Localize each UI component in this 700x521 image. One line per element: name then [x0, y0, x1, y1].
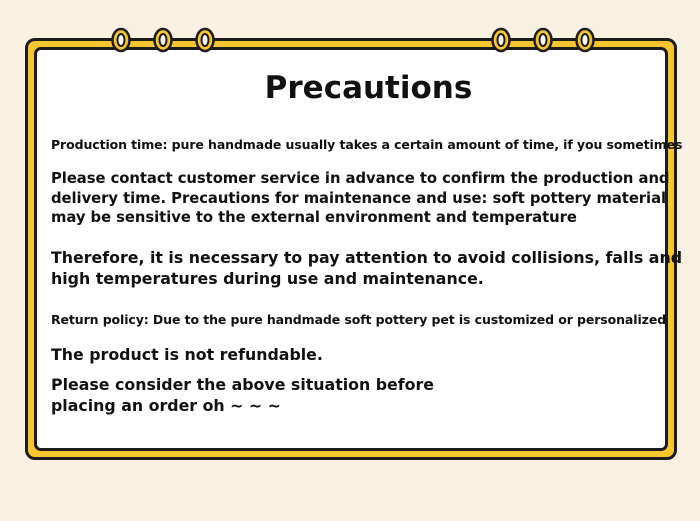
consider-text-line-1: Please consider the above situation before	[51, 375, 435, 394]
binder-rings-left	[106, 25, 232, 55]
binder-rings-right	[486, 25, 612, 55]
production-time-text: Production time: pure handmade usually takes a certain amount of time, if you sometimes	[51, 137, 683, 152]
binder-ring-icon	[190, 25, 220, 55]
binder-ring-icon	[486, 25, 516, 55]
contact-text-line-1: Please contact customer service in advance to confirm the production and	[51, 170, 670, 187]
contact-text-line-3: may be sensitive to the external environment and temperature	[51, 209, 577, 226]
attention-text-line-2: high temperatures during use and maintenance.	[51, 268, 484, 288]
contact-text-line-2: delivery time. Precautions for maintenance and use: soft pottery material	[51, 189, 667, 207]
binder-ring-icon	[106, 25, 136, 55]
binder-ring-icon	[570, 25, 600, 55]
not-refundable-text: The product is not refundable.	[51, 345, 323, 364]
consider-text-line-2: placing an order oh ~ ~ ~	[51, 395, 281, 415]
page-title: Precautions	[264, 70, 473, 106]
return-policy-text: Return policy: Due to the pure handmade soft pottery pet is customized or personalized	[51, 312, 667, 327]
binder-ring-icon	[528, 25, 558, 55]
binder-ring-icon	[148, 25, 178, 55]
attention-text-line-1: Therefore, it is necessary to pay attention to avoid collisions, falls and	[51, 248, 683, 267]
